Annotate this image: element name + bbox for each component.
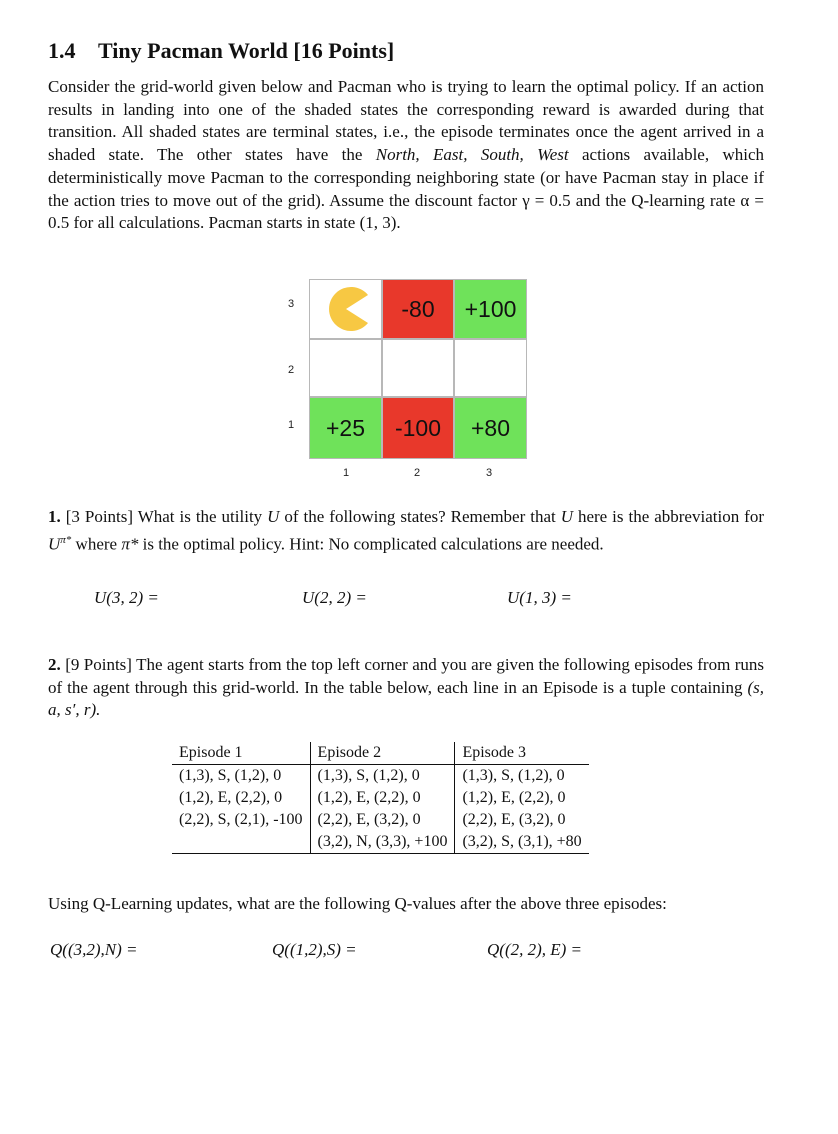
table-cell	[172, 831, 310, 854]
cell-1-3	[309, 279, 382, 339]
col-label-1: 1	[343, 467, 350, 479]
episodes-table	[172, 742, 589, 854]
intro-paragraph	[48, 76, 764, 235]
cell-2-1: -100	[382, 397, 454, 459]
table-header-row	[172, 742, 589, 765]
cell-3-3: +100	[454, 279, 527, 339]
cell-1-2	[309, 339, 382, 397]
table-cell: (3,2), S, (3,1), +80	[455, 831, 589, 854]
table-cell: (3,2), N, (3,3), +100	[310, 831, 455, 854]
q1-pistar: π*	[121, 534, 139, 554]
answer-q-2-2-e: Q((2, 2), E) =	[487, 940, 583, 959]
q2-tuple: (s, a, s′, r).	[48, 677, 764, 720]
table-cell: (1,2), E, (2,2), 0	[179, 789, 283, 806]
answer-q-1-2-s: Q((1,2),S) =	[272, 940, 357, 959]
q1-var-u-2: U	[560, 507, 573, 526]
question-2	[48, 654, 764, 722]
grid-world	[309, 279, 527, 459]
row-label-2: 2	[288, 364, 295, 376]
question-3-text: Using Q-Learning updates, what are the following Q-values after the above three episodes:	[48, 894, 667, 913]
cell-2-3: -80	[382, 279, 454, 339]
answer-u-2-2: U(2, 2) =	[302, 588, 367, 607]
pacman-icon	[318, 286, 374, 332]
col-label-3: 3	[486, 467, 493, 479]
question-2-number: 2.	[48, 655, 61, 674]
cell-1-1: +25	[309, 397, 382, 459]
q1-text-c: here is the abbreviation for	[572, 507, 764, 526]
table-cell: (1,2), E, (2,2), 0	[310, 787, 455, 809]
q1-text-e: is the optimal policy. Hint: No complicated calculations are needed.	[138, 534, 604, 554]
question-1	[48, 506, 764, 556]
header-episode-3: Episode 3	[455, 742, 589, 765]
table-cell: (1,3), S, (1,2), 0	[310, 765, 455, 788]
intro-actions: North, East, South, West	[375, 145, 569, 165]
cell-3-1: +80	[454, 397, 527, 459]
q1-text-a: [3 Points] What is the utility	[65, 507, 268, 526]
row-label-3: 3	[288, 298, 295, 310]
cell-2-2	[382, 339, 454, 397]
table-cell: (2,2), E, (3,2), 0	[310, 809, 455, 831]
table-row	[172, 831, 589, 854]
table-cell: (1,3), S, (1,2), 0	[455, 765, 589, 788]
row-label-1: 1	[288, 419, 295, 431]
q1-text-b: of the following states? Remember that	[279, 507, 561, 526]
header-episode-1: Episode 1	[172, 742, 310, 765]
table-cell: (1,3), S, (1,2), 0	[179, 767, 282, 784]
intro-text-2: actions available, which deterministically move Pacman to the corresponding neighboring state (or have Pacman stay in place if the action tries to move out of the grid). Assume the discount factor γ = 0.5 and the Q-learning rate α = 0.5 for all calculations. Pacman starts in state (1, 3).	[48, 145, 764, 233]
answer-u-3-2: U(3, 2) =	[94, 588, 159, 607]
q2-text: [9 Points] The agent starts from the top left corner and you are given the following episodes from runs of the agent through this grid-world. In the table below, each line in an Episode is a tuple containing	[48, 655, 765, 697]
answer-u-1-3: U(1, 3) =	[507, 588, 572, 607]
table-row	[172, 809, 589, 831]
answer-q-3-2-n: Q((3,2),N) =	[50, 940, 138, 959]
section-title-text: Tiny Pacman World [16 Points]	[98, 38, 395, 63]
table-cell: (2,2), S, (2,1), -100	[179, 811, 303, 828]
section-title	[48, 38, 394, 64]
table-row	[172, 787, 589, 809]
q1-upi-sup: π*	[60, 533, 72, 546]
col-label-2: 2	[414, 467, 421, 479]
header-episode-2: Episode 2	[310, 742, 455, 765]
cell-3-2	[454, 339, 527, 397]
question-1-number: 1.	[48, 507, 61, 526]
q1-text-d: where	[71, 534, 122, 554]
q1-var-u: U	[267, 507, 280, 526]
q1-upi: U	[48, 534, 61, 554]
section-number: 1.4	[48, 38, 76, 63]
table-cell: (1,2), E, (2,2), 0	[455, 787, 589, 809]
intro-text-1: Consider the grid-world given below and Pacman who is trying to learn the optimal policy. If an action results in landing into one of the shaded states the corresponding reward is awarded during that transition. All shaded states are terminal states, i.e., the episode terminates once the agent arrived in a shaded state. The other states have the	[48, 77, 764, 165]
table-cell: (2,2), E, (3,2), 0	[455, 809, 589, 831]
table-row	[172, 765, 589, 788]
